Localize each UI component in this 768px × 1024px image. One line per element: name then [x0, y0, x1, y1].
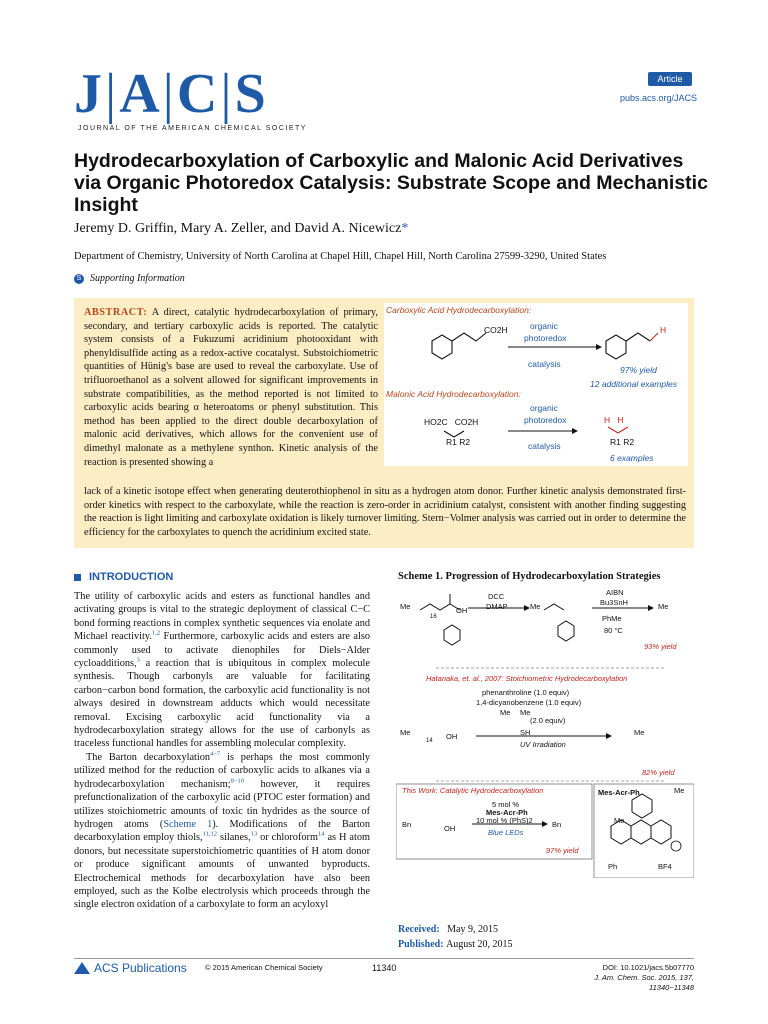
ref-1-2[interactable]: 1,2 — [151, 629, 161, 637]
ref-13[interactable]: 13 — [250, 830, 258, 838]
dicyanobenzene-label: 1,4-dicyanobenzene (1.0 equiv) — [476, 698, 582, 707]
oh-label-1: OH — [456, 606, 468, 615]
toc-cond-catalysis: catalysis — [528, 359, 561, 369]
scheme-svg — [396, 588, 694, 878]
page-number: 11340 — [372, 963, 397, 973]
n14-label-1: 14 — [426, 738, 433, 744]
supporting-info-icon: S — [74, 274, 84, 284]
blue-leds-label: Blue LEDs — [488, 828, 524, 837]
aibn-label: AIBN — [606, 588, 624, 597]
publisher-name: ACS Publications — [94, 961, 187, 975]
me-label-5: Me — [520, 708, 531, 717]
received-date: May 9, 2015 — [447, 924, 498, 935]
me-label-9: Me — [614, 816, 625, 825]
intro-paragraph-2: The Barton decarboxylation$^{4-7}$ is perhaps the most commonly utilized method for the reduction of carboxylic acids to alkanes via a hydrodecarboxylation mechanism;$^{8-10}$ however, it requires prefunctionalization of the carboxylic acid (PTOC ester formation) and utilizes stoichiometric amounts of toxic tin hydrides as the source of hydrogen atoms (Scheme 1). Modifications of the Barton decarboxylation employ thiols,$^{11,12}$ silanes,$^{13}$ or chloroform$^{14}$ as H atom donors, but necessitate superstoichiometric quantities of H atom donor or produce significant amounts of unwanted byproducts. Electrochemical methods for decarboxylation have also been employed, such as the Kolbe electrolysis which proceeds through the single electron oxidation of a carboxylate to form an acyloxyl — [74, 750, 371, 911]
ref-11-12[interactable]: 11,12 — [202, 830, 218, 838]
toc-yield-1: 97% yield — [620, 365, 657, 375]
scheme-caption: Scheme 1. Progression of Hydrodecarboxylation Strategies — [398, 571, 661, 582]
toc-r-groups: R1 R2 — [446, 437, 471, 447]
toc-cond-photoredox-2: photoredox — [524, 415, 567, 425]
ptoc-ester-chain — [544, 604, 564, 610]
uv-label: UV Irradiation — [520, 740, 566, 749]
acs-publications-logo[interactable] — [74, 961, 187, 975]
me-label-4: Me — [500, 708, 511, 717]
me-label-7: Me — [634, 728, 645, 737]
hatanaka-label: Hatanaka, et. al., 2007: Stoichiometric Hydrodecarboxylation — [426, 674, 628, 683]
mol5-label: 5 mol % — [492, 800, 520, 809]
supporting-info-link[interactable] — [74, 273, 185, 284]
ref-4-7[interactable]: 4−7 — [210, 750, 221, 758]
arrowhead-uv — [606, 733, 612, 739]
arrowhead-1 — [596, 344, 602, 350]
alkyl-chain-2 — [626, 333, 650, 341]
me-label-1: Me — [400, 602, 411, 611]
catalyst-name: Mes-Acr-Ph — [486, 808, 528, 817]
benzene-ring-1 — [432, 335, 452, 359]
author-list — [74, 221, 408, 237]
article-title: Hydrodecarboxylation of Carboxylic and Malonic Acid Derivatives via Organic Photoredox Catalysis: Substrate Scope and Mechanistic Insight — [74, 150, 708, 216]
article-dates — [398, 922, 512, 952]
toc-hh: H H — [604, 415, 624, 425]
toc-co2h: CO2H — [484, 325, 508, 335]
abstract-text-top — [84, 306, 378, 469]
ref-14[interactable]: 14 — [317, 830, 325, 838]
toc-h: H — [660, 325, 667, 335]
oh-label-3: OH — [444, 824, 456, 833]
dmap-label: DMAP — [486, 602, 508, 611]
journal-logo: J|A|C|S — [74, 63, 267, 125]
temp-label: 80 °C — [604, 626, 623, 635]
toc-graphic — [384, 303, 688, 466]
new-ch-bonds-2 — [608, 427, 628, 433]
journal-url-link[interactable]: pubs.acs.org/JACS — [620, 93, 698, 103]
acs-logo-icon — [74, 962, 90, 974]
oh-label-2: OH — [446, 732, 458, 741]
footer-divider — [74, 958, 694, 959]
bn-label-2: Bn — [552, 820, 562, 829]
logo-letter-a: A — [119, 63, 161, 125]
toc-extra-examples: 12 additional examples — [590, 379, 677, 389]
benzene-ring-2 — [606, 335, 626, 359]
mesityl-ring — [632, 794, 652, 818]
abstract-body-a: A direct, catalytic hydrodecarboxylation of primary, secondary, and tertiary carboxylic acids is reported. The catalytic system consists of a Fukuzumi acridinium photooxidant with phenyldisulfide acting as a redox-active cocatalyst. Substoichiometric quantities of Hünig's base are used to reveal the carboxylate. Use of trifluoroethanol as a solvent allowed for significant improvements in substrate compatibilities, as the method reported is not limited to carboxylic acids bearing α heteroatoms or phenyl substitution. This method has been applied to the direct double decarboxylation of malonic acid derivatives, which allows for the convenient use of dimethyl malonate as a methylene synthon. Kinetic analysis of the reaction is presented showing a — [84, 307, 378, 468]
doi-link[interactable]: DOI: 10.1021/jacs.5b07770 — [602, 963, 694, 972]
introduction-text — [74, 590, 370, 912]
me-label-8: Me — [674, 786, 685, 795]
thiol-equiv-label: (2.0 equiv) — [530, 716, 566, 725]
toc-cond-organic-2: organic — [530, 403, 558, 413]
me-label-2: Me — [530, 602, 541, 611]
yield-2-label: 82% yield — [642, 768, 675, 777]
n16-label-1: 16 — [430, 614, 437, 620]
logo-letter-s: S — [234, 63, 267, 125]
barton-substrate-chain — [420, 604, 460, 610]
logo-letter-j: J — [74, 63, 103, 125]
toc-heading-malonic: Malonic Acid Hydrodecarboxylation: — [386, 389, 521, 399]
phme-label: PhMe — [602, 614, 622, 623]
published-label: Published: — [398, 939, 444, 950]
ph-label: Ph — [608, 862, 618, 871]
corresponding-author-mark[interactable]: * — [401, 221, 409, 236]
new-ch-bond-1 — [650, 333, 658, 341]
bf4-label: BF4 — [658, 862, 672, 871]
doi-citation — [560, 963, 694, 993]
affiliation: Department of Chemistry, University of North Carolina at Chapel Hill, Chapel Hill, North Carolina 27599-3290, United States — [74, 251, 607, 262]
alkyl-chain-1 — [452, 333, 486, 341]
intro-paragraph-1: The utility of carboxylic acids and esters as functional handles and activating groups is vital to the strategic deployment of classical C−C bond forming reactions in complex synthetic sequences via enolate and Michael reactivity.$^{1,2}$ Furthermore, carboxylic acids and esters are also commonly used to activate dienophiles for Diels−Alder cycloadditions,$^3$ a reaction that is ubiquitous in complex molecule synthesis. Though carbonyls are valuable for facilitating carbon−carbon bond formation, the carboxylic acid functionality is not always desired in downstream adducts which would necessitate removal. Excising carboxylic acid functionality via a hydrodecarboxylation strategy allows for the use of carbonyls as traceless functional handles for assembling molecular complexity. — [74, 591, 370, 750]
pyridine-ring-2 — [444, 625, 460, 645]
authors-text: Jeremy D. Griffin, Mary A. Zeller, and David A. Nicewicz — [74, 221, 402, 236]
received-label: Received: — [398, 924, 440, 935]
scheme-1-figure — [396, 588, 694, 878]
article-type-badge: Article — [648, 72, 692, 86]
published-date: August 20, 2015 — [446, 939, 513, 950]
bu3snh-label: Bu3SnH — [600, 598, 628, 607]
ref-3[interactable]: 3 — [136, 656, 140, 664]
catalyst-box-label: Mes-Acr-Ph — [598, 788, 640, 797]
toc-malonic-acid: HO2C CO2H — [424, 417, 479, 427]
abstract-label: ABSTRACT: — [84, 307, 148, 318]
phenanthroline-label: phenanthroline (1.0 equiv) — [482, 688, 570, 697]
logo-letter-c: C — [176, 63, 219, 125]
arrowhead-aibn — [648, 605, 654, 611]
arrowhead-2 — [572, 428, 578, 434]
toc-heading-carboxylic: Carboxylic Acid Hydrodecarboxylation: — [386, 305, 532, 315]
toc-r-groups-2: R1 R2 — [610, 437, 635, 447]
yield-1-label: 93% yield — [644, 642, 677, 651]
acridinium-ring-b — [631, 820, 651, 844]
arrowhead-this-work — [542, 821, 548, 827]
me-label-6: Me — [400, 728, 411, 737]
yield-3-label: 97% yield — [546, 846, 579, 855]
ref-8-10[interactable]: 8−10 — [230, 777, 245, 785]
sh-label-1: SH — [520, 728, 531, 737]
pyridine-ring-1 — [558, 621, 574, 641]
dcc-label: DCC — [488, 592, 505, 601]
abstract-body-b: lack of a kinetic isotope effect when generating deuterothiophenol in situ as a hydrogen atom donor. Further kinetic analysis demonstrated first-order kinetics with respect to the carboxylate, while the reaction is zero-order in acridinium catalyst, consistent with another finding suggesting the reaction is light limiting and carboxylate oxidation is likely turnover limiting. Stern−Volmer analysis was carried out in order to determine the efficiency for the carboxylates to quench the acridinium excited state. — [84, 486, 686, 538]
toc-examples-2: 6 examples — [610, 453, 654, 463]
acridinium-ring-c — [651, 820, 671, 844]
journal-citation: J. Am. Chem. Soc. 2015, 137, 11340−11348 — [594, 973, 694, 992]
phs-label: 10 mol % (PhS)2 — [476, 816, 533, 825]
this-work-label: This Work: Catalytic Hydrodecarboxylation — [402, 786, 544, 795]
supporting-info-label: Supporting Information — [90, 273, 185, 284]
bn-label-1: Bn — [402, 820, 412, 829]
journal-name: JOURNAL OF THE AMERICAN CHEMICAL SOCIETY — [78, 125, 307, 132]
toc-cond-organic: organic — [530, 321, 558, 331]
section-heading-introduction: INTRODUCTION — [74, 571, 173, 583]
toc-cond-catalysis-2: catalysis — [528, 441, 561, 451]
toc-cond-photoredox: photoredox — [524, 333, 567, 343]
me-label-3: Me — [658, 602, 669, 611]
copyright: © 2015 American Chemical Society — [205, 963, 323, 972]
scheme-1-link[interactable]: Scheme 1 — [163, 818, 213, 830]
minus-charge-icon — [671, 841, 681, 851]
